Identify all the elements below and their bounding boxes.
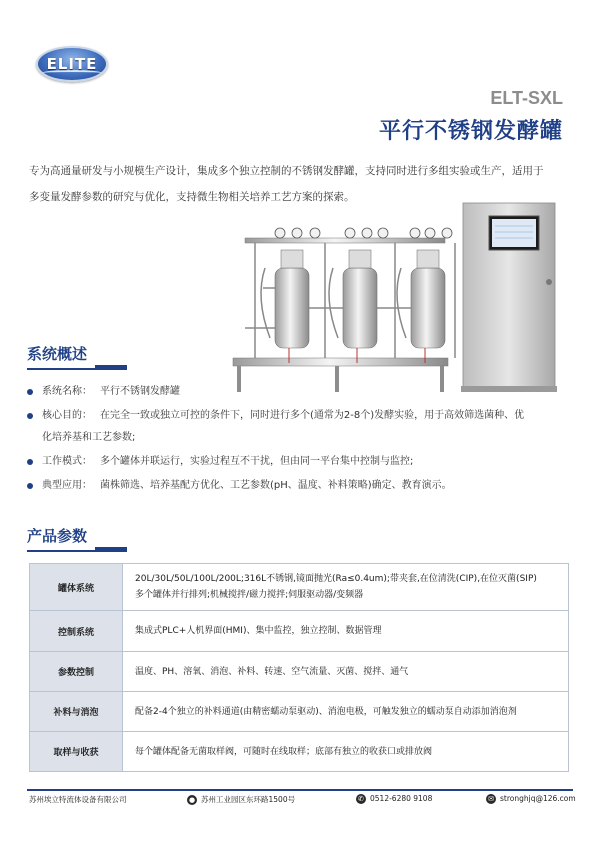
param-key: 取样与收获: [30, 732, 123, 772]
table-row: [30, 564, 569, 611]
footer-email[interactable]: ✉ stronghjq@126.com: [486, 794, 576, 804]
param-value: 温度、PH、溶氧、消泡、补料、转速、空气流量、灭菌、搅拌、通气: [123, 652, 569, 692]
overview-list: [27, 381, 575, 499]
table-row: [30, 611, 569, 652]
intro-line-2: 多变量发酵参数的研究与优化，支持微生物相关培养工艺方案的探索。: [29, 191, 355, 203]
company-logo: [36, 46, 108, 82]
params-heading-text: 产品参数: [27, 527, 88, 545]
param-value: 配备2-4个独立的补料通道(由精密蠕动泵驱动)、消泡电极，可触发独立的蠕动泵自动添加消泡剂: [123, 692, 569, 732]
heading-underline-accent: [95, 365, 127, 369]
bullet-icon: [27, 413, 33, 419]
param-key: 补料与消泡: [30, 692, 123, 732]
intro-line-1: 专为高通量研发与小规模生产设计，集成多个独立控制的不锈钢发酵罐，支持同时进行多组实验或生产，适用于: [29, 165, 544, 177]
param-key: 参数控制: [30, 652, 123, 692]
params-table: [29, 563, 569, 772]
footer-divider: [27, 789, 573, 791]
footer-company: 苏州埃立特流体设备有限公司: [29, 795, 127, 804]
table-row: [30, 652, 569, 692]
page-title: 平行不锈钢发酵罐: [378, 119, 563, 144]
phone-icon: ✆: [356, 794, 366, 804]
footer-address: ● 苏州工业园区东环路1500号: [188, 795, 296, 804]
list-item: 系统名称： 平行不锈钢发酵罐: [27, 381, 575, 403]
email-icon: ✉: [486, 794, 496, 804]
bullet-icon: [27, 483, 33, 489]
list-item: 工作模式： 多个罐体并联运行，实验过程互不干扰，但由同一平台集中控制与监控;: [27, 451, 575, 473]
param-value: 每个罐体配备无菌取样阀，可随时在线取样；底部有独立的收获口或排放阀: [123, 732, 569, 772]
list-item: 核心目的： 在完全一致或独立可控的条件下，同时进行多个(通常为2-8个)发酵实验，用于高效筛选菌种、优 化培养基和工艺参数;: [27, 405, 575, 449]
bullet-icon: [27, 459, 33, 465]
footer-phone: ✆ 0512-6280 9108: [356, 794, 432, 804]
param-key: 罐体系统: [30, 564, 123, 611]
heading-underline-accent: [95, 547, 127, 551]
table-row: [30, 692, 569, 732]
overview-heading-text: 系统概述: [27, 345, 88, 363]
model-number: ELT-SXL: [490, 88, 563, 108]
param-value: 集成式PLC+人机界面(HMI)、集中监控，独立控制、数据管理: [123, 611, 569, 652]
list-item: 典型应用： 菌株筛选、培养基配方优化、工艺参数(pH、温度、补料策略)确定、教育演示。: [27, 475, 575, 497]
logo-text: ELITE: [46, 55, 98, 73]
param-value: 20L/30L/50L/100L/200L;316L不锈钢,镜面抛光(Ra≤0.4um);带夹套,在位清洗(CIP),在位灭菌(SIP) 多个罐体并行排列;机械搅拌/磁力搅拌;伺服驱动器/变频器: [123, 564, 569, 611]
location-icon: ●: [188, 796, 196, 804]
bullet-icon: [27, 389, 33, 395]
params-heading: [27, 525, 87, 546]
fermenter-product-image: [225, 198, 585, 398]
overview-heading: [27, 343, 87, 364]
param-key: 控制系统: [30, 611, 123, 652]
table-row: [30, 732, 569, 772]
